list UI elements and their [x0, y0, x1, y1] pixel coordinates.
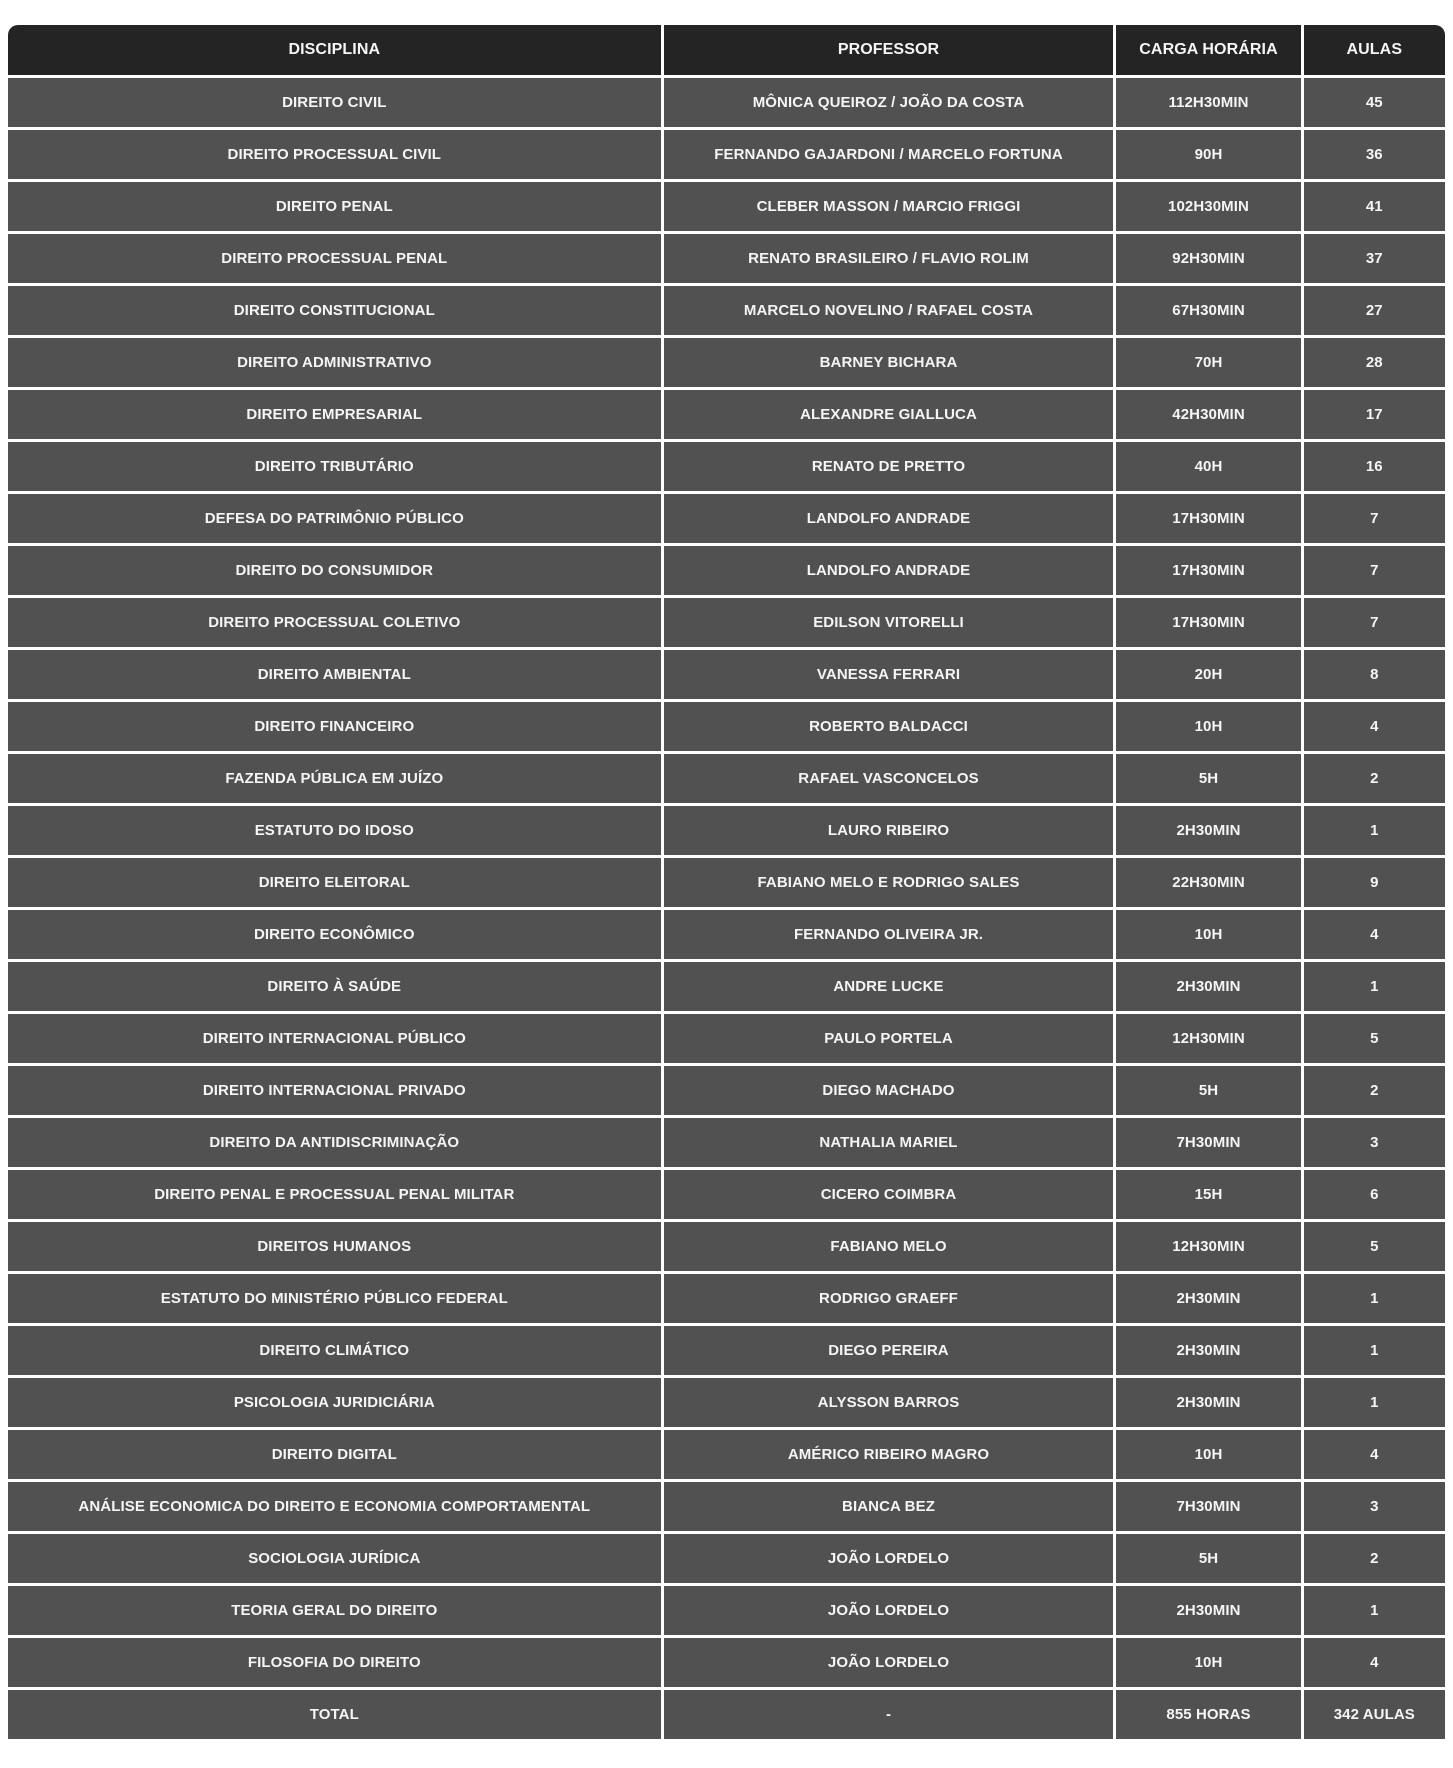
cell-disciplina: FILOSOFIA DO DIREITO [8, 1638, 661, 1687]
cell-disciplina: DIREITO AMBIENTAL [8, 650, 661, 699]
cell-carga-horaria: 20H [1116, 650, 1300, 699]
cell-aulas: 7 [1304, 494, 1445, 543]
cell-carga-horaria: 92H30MIN [1116, 234, 1300, 283]
table-body [8, 78, 1445, 1687]
cell-carga-horaria: 2H30MIN [1116, 1326, 1300, 1375]
cell-aulas: 1 [1304, 1378, 1445, 1427]
cell-professor: LANDOLFO ANDRADE [664, 546, 1114, 595]
cell-carga-horaria: 17H30MIN [1116, 494, 1300, 543]
cell-aulas: 2 [1304, 1066, 1445, 1115]
cell-carga-horaria: 67H30MIN [1116, 286, 1300, 335]
cell-professor: RAFAEL VASCONCELOS [664, 754, 1114, 803]
cell-aulas: 28 [1304, 338, 1445, 387]
table-row [8, 130, 1445, 179]
cell-professor: FERNANDO GAJARDONI / MARCELO FORTUNA [664, 130, 1114, 179]
total-row [8, 1690, 1445, 1739]
column-header-aulas: AULAS [1304, 25, 1445, 75]
total-professor: - [664, 1690, 1114, 1739]
cell-carga-horaria: 70H [1116, 338, 1300, 387]
table-row [8, 1638, 1445, 1687]
cell-professor: LAURO RIBEIRO [664, 806, 1114, 855]
cell-disciplina: DIREITO PENAL [8, 182, 661, 231]
cell-carga-horaria: 102H30MIN [1116, 182, 1300, 231]
cell-professor: DIEGO MACHADO [664, 1066, 1114, 1115]
cell-carga-horaria: 2H30MIN [1116, 806, 1300, 855]
cell-carga-horaria: 7H30MIN [1116, 1482, 1300, 1531]
cell-aulas: 4 [1304, 910, 1445, 959]
cell-professor: EDILSON VITORELLI [664, 598, 1114, 647]
cell-disciplina: DEFESA DO PATRIMÔNIO PÚBLICO [8, 494, 661, 543]
cell-disciplina: DIREITO TRIBUTÁRIO [8, 442, 661, 491]
table-row [8, 1326, 1445, 1375]
table-row [8, 1534, 1445, 1583]
cell-carga-horaria: 2H30MIN [1116, 1274, 1300, 1323]
table-row [8, 1118, 1445, 1167]
cell-carga-horaria: 5H [1116, 1534, 1300, 1583]
cell-aulas: 17 [1304, 390, 1445, 439]
table-row [8, 1222, 1445, 1271]
cell-carga-horaria: 10H [1116, 1638, 1300, 1687]
cell-carga-horaria: 2H30MIN [1116, 1586, 1300, 1635]
cell-professor: VANESSA FERRARI [664, 650, 1114, 699]
table-row [8, 1430, 1445, 1479]
table-row [8, 1066, 1445, 1115]
cell-professor: AMÉRICO RIBEIRO MAGRO [664, 1430, 1114, 1479]
cell-carga-horaria: 22H30MIN [1116, 858, 1300, 907]
cell-carga-horaria: 12H30MIN [1116, 1222, 1300, 1271]
table-row [8, 962, 1445, 1011]
cell-aulas: 1 [1304, 1326, 1445, 1375]
table-row [8, 702, 1445, 751]
cell-professor: MÔNICA QUEIROZ / JOÃO DA COSTA [664, 78, 1114, 127]
cell-professor: PAULO PORTELA [664, 1014, 1114, 1063]
table-row [8, 858, 1445, 907]
table-row [8, 598, 1445, 647]
cell-aulas: 1 [1304, 1274, 1445, 1323]
cell-professor: FERNANDO OLIVEIRA JR. [664, 910, 1114, 959]
cell-professor: FABIANO MELO [664, 1222, 1114, 1271]
cell-disciplina: DIREITOS HUMANOS [8, 1222, 661, 1271]
total-carga-horaria: 855 HORAS [1116, 1690, 1300, 1739]
table-footer [8, 1690, 1445, 1739]
cell-aulas: 45 [1304, 78, 1445, 127]
cell-disciplina: PSICOLOGIA JURIDICIÁRIA [8, 1378, 661, 1427]
cell-professor: CLEBER MASSON / MARCIO FRIGGI [664, 182, 1114, 231]
total-label: TOTAL [8, 1690, 661, 1739]
cell-disciplina: DIREITO ELEITORAL [8, 858, 661, 907]
cell-disciplina: DIREITO CLIMÁTICO [8, 1326, 661, 1375]
cell-disciplina: DIREITO EMPRESARIAL [8, 390, 661, 439]
cell-disciplina: FAZENDA PÚBLICA EM JUÍZO [8, 754, 661, 803]
cell-aulas: 2 [1304, 754, 1445, 803]
cell-aulas: 27 [1304, 286, 1445, 335]
cell-aulas: 7 [1304, 598, 1445, 647]
cell-professor: MARCELO NOVELINO / RAFAEL COSTA [664, 286, 1114, 335]
cell-disciplina: DIREITO PROCESSUAL CIVIL [8, 130, 661, 179]
table-row [8, 910, 1445, 959]
cell-carga-horaria: 40H [1116, 442, 1300, 491]
cell-carga-horaria: 12H30MIN [1116, 1014, 1300, 1063]
column-header-disciplina: DISCIPLINA [8, 25, 661, 75]
cell-disciplina: DIREITO ADMINISTRATIVO [8, 338, 661, 387]
table-header [8, 25, 1445, 75]
cell-aulas: 4 [1304, 702, 1445, 751]
cell-professor: ROBERTO BALDACCI [664, 702, 1114, 751]
cell-professor: BIANCA BEZ [664, 1482, 1114, 1531]
cell-disciplina: DIREITO ECONÔMICO [8, 910, 661, 959]
cell-aulas: 41 [1304, 182, 1445, 231]
cell-disciplina: DIREITO DIGITAL [8, 1430, 661, 1479]
cell-disciplina: DIREITO INTERNACIONAL PRIVADO [8, 1066, 661, 1115]
table-row [8, 390, 1445, 439]
table-row [8, 78, 1445, 127]
cell-carga-horaria: 17H30MIN [1116, 598, 1300, 647]
cell-aulas: 36 [1304, 130, 1445, 179]
cell-aulas: 9 [1304, 858, 1445, 907]
table-row [8, 494, 1445, 543]
cell-disciplina: DIREITO DA ANTIDISCRIMINAÇÃO [8, 1118, 661, 1167]
cell-professor: JOÃO LORDELO [664, 1586, 1114, 1635]
table-row [8, 1274, 1445, 1323]
cell-aulas: 7 [1304, 546, 1445, 595]
cell-professor: DIEGO PEREIRA [664, 1326, 1114, 1375]
cell-aulas: 4 [1304, 1430, 1445, 1479]
cell-disciplina: DIREITO PROCESSUAL COLETIVO [8, 598, 661, 647]
cell-professor: ANDRE LUCKE [664, 962, 1114, 1011]
table-row [8, 1586, 1445, 1635]
cell-disciplina: DIREITO CONSTITUCIONAL [8, 286, 661, 335]
cell-aulas: 1 [1304, 1586, 1445, 1635]
cell-professor: RODRIGO GRAEFF [664, 1274, 1114, 1323]
cell-professor: JOÃO LORDELO [664, 1534, 1114, 1583]
cell-aulas: 4 [1304, 1638, 1445, 1687]
cell-aulas: 3 [1304, 1118, 1445, 1167]
table-row [8, 546, 1445, 595]
cell-carga-horaria: 90H [1116, 130, 1300, 179]
cell-professor: ALYSSON BARROS [664, 1378, 1114, 1427]
cell-professor: ALEXANDRE GIALLUCA [664, 390, 1114, 439]
cell-disciplina: DIREITO PENAL E PROCESSUAL PENAL MILITAR [8, 1170, 661, 1219]
cell-carga-horaria: 5H [1116, 1066, 1300, 1115]
cell-disciplina: DIREITO PROCESSUAL PENAL [8, 234, 661, 283]
cell-carga-horaria: 112H30MIN [1116, 78, 1300, 127]
cell-carga-horaria: 7H30MIN [1116, 1118, 1300, 1167]
cell-disciplina: DIREITO À SAÚDE [8, 962, 661, 1011]
cell-disciplina: TEORIA GERAL DO DIREITO [8, 1586, 661, 1635]
cell-aulas: 37 [1304, 234, 1445, 283]
cell-carga-horaria: 15H [1116, 1170, 1300, 1219]
cell-professor: FABIANO MELO E RODRIGO SALES [664, 858, 1114, 907]
cell-aulas: 5 [1304, 1222, 1445, 1271]
cell-carga-horaria: 5H [1116, 754, 1300, 803]
cell-disciplina: DIREITO CIVIL [8, 78, 661, 127]
cell-professor: CICERO COIMBRA [664, 1170, 1114, 1219]
cell-carga-horaria: 2H30MIN [1116, 962, 1300, 1011]
cell-carga-horaria: 10H [1116, 910, 1300, 959]
table-row [8, 806, 1445, 855]
table-row [8, 442, 1445, 491]
cell-carga-horaria: 42H30MIN [1116, 390, 1300, 439]
cell-aulas: 2 [1304, 1534, 1445, 1583]
cell-carga-horaria: 10H [1116, 702, 1300, 751]
column-header-professor: PROFESSOR [664, 25, 1114, 75]
table-row [8, 1014, 1445, 1063]
cell-professor: RENATO BRASILEIRO / FLAVIO ROLIM [664, 234, 1114, 283]
table-row [8, 182, 1445, 231]
cell-disciplina: DIREITO INTERNACIONAL PÚBLICO [8, 1014, 661, 1063]
cell-professor: JOÃO LORDELO [664, 1638, 1114, 1687]
cell-aulas: 5 [1304, 1014, 1445, 1063]
cell-aulas: 16 [1304, 442, 1445, 491]
cell-disciplina: ANÁLISE ECONOMICA DO DIREITO E ECONOMIA COMPORTAMENTAL [8, 1482, 661, 1531]
cell-disciplina: ESTATUTO DO IDOSO [8, 806, 661, 855]
cell-carga-horaria: 17H30MIN [1116, 546, 1300, 595]
cell-disciplina: ESTATUTO DO MINISTÉRIO PÚBLICO FEDERAL [8, 1274, 661, 1323]
cell-carga-horaria: 2H30MIN [1116, 1378, 1300, 1427]
cell-aulas: 1 [1304, 806, 1445, 855]
cell-professor: NATHALIA MARIEL [664, 1118, 1114, 1167]
column-header-carga-horaria: CARGA HORÁRIA [1116, 25, 1300, 75]
cell-aulas: 1 [1304, 962, 1445, 1011]
table-row [8, 1170, 1445, 1219]
cell-professor: RENATO DE PRETTO [664, 442, 1114, 491]
cell-aulas: 3 [1304, 1482, 1445, 1531]
cell-aulas: 6 [1304, 1170, 1445, 1219]
table-row [8, 338, 1445, 387]
header-row [8, 25, 1445, 75]
cell-aulas: 8 [1304, 650, 1445, 699]
cell-carga-horaria: 10H [1116, 1430, 1300, 1479]
table-row [8, 754, 1445, 803]
cell-disciplina: DIREITO FINANCEIRO [8, 702, 661, 751]
table-row [8, 1378, 1445, 1427]
course-schedule-table [5, 22, 1448, 1742]
table-row [8, 234, 1445, 283]
cell-disciplina: SOCIOLOGIA JURÍDICA [8, 1534, 661, 1583]
cell-professor: LANDOLFO ANDRADE [664, 494, 1114, 543]
cell-disciplina: DIREITO DO CONSUMIDOR [8, 546, 661, 595]
cell-professor: BARNEY BICHARA [664, 338, 1114, 387]
table-row [8, 650, 1445, 699]
table-row [8, 286, 1445, 335]
total-aulas: 342 AULAS [1304, 1690, 1445, 1739]
table-row [8, 1482, 1445, 1531]
